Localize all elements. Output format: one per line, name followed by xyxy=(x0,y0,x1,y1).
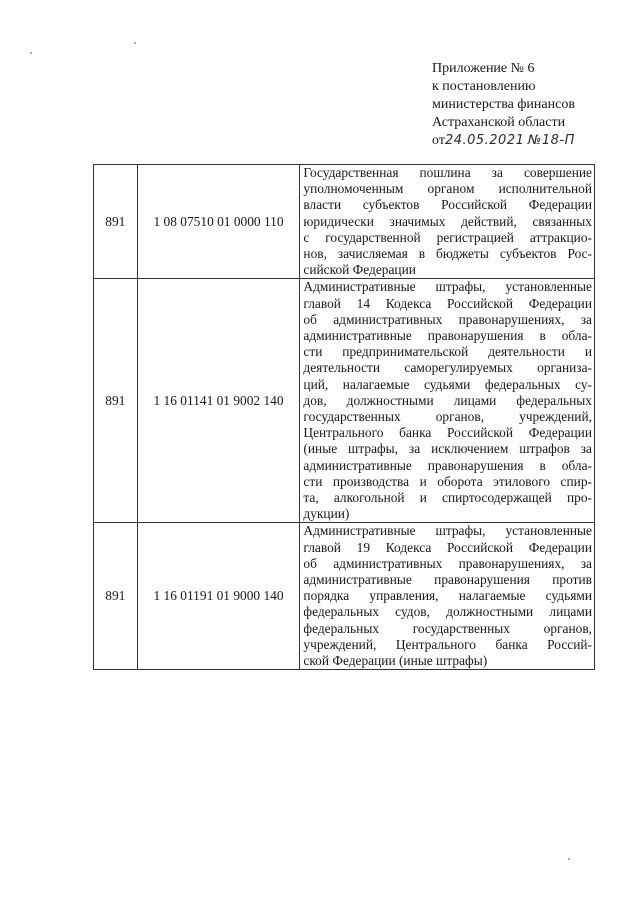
description-line: государственных органов, учреждений, xyxy=(303,409,592,425)
description-line: сти производства и оборота этилового спир- xyxy=(303,473,592,489)
description-line: федеральных судов, должностными лицами xyxy=(303,604,592,620)
appendix-header xyxy=(432,60,622,150)
description-line: юридически значимых действий, связанных xyxy=(303,213,592,229)
scan-speck xyxy=(134,42,136,44)
description-line: учреждений, Центрального банка Россий- xyxy=(303,636,592,652)
description-line: главой 14 Кодекса Российской Федерации xyxy=(303,295,592,311)
description-line: сийской Федерации xyxy=(303,262,416,278)
table-row xyxy=(94,165,595,279)
appendix-date-line xyxy=(432,132,622,150)
description-line: административные правонарушения в обла- xyxy=(303,457,592,473)
date-prefix: от xyxy=(432,133,445,148)
admin-code-cell: 891 xyxy=(94,165,138,279)
table-row xyxy=(94,523,595,670)
description-line: федеральных государственных органов, xyxy=(303,620,592,636)
scan-speck xyxy=(568,858,570,860)
description-line: Административные штрафы, установленные xyxy=(303,279,592,295)
description-line: главой 19 Кодекса Российской Федерации xyxy=(303,539,592,555)
description-line: деятельности саморегулируемых организа- xyxy=(303,360,592,376)
appendix-title: Приложение № 6 xyxy=(432,61,535,76)
description-line: об административных правонарушениях, за xyxy=(303,311,592,327)
number-prefix: № xyxy=(527,133,542,148)
handwritten-number: 18-П xyxy=(541,133,575,148)
description-line: ций, налагаемые судьями федеральных су- xyxy=(303,376,592,392)
description-line: порядка управления, налагаемые судьями xyxy=(303,588,592,604)
description-line: власти субъектов Российской Федерации xyxy=(303,197,592,213)
description-cell xyxy=(300,279,595,523)
kbk-code-cell: 1 16 01141 01 9002 140 xyxy=(137,279,300,523)
description-line: Центрального банка Российской Федерации xyxy=(303,425,592,441)
admin-code-cell: 891 xyxy=(94,523,138,670)
description-line: та, алкогольной и спиртосодержащей про- xyxy=(303,490,592,506)
description-line: с государственной регистрацией аттракцио- xyxy=(303,229,592,245)
kbk-code-cell: 1 16 01191 01 9000 140 xyxy=(137,523,300,670)
description-line: ской Федерации (иные штрафы) xyxy=(303,653,488,669)
scan-speck xyxy=(30,52,32,54)
description-line: сти предпринимательской деятельности и xyxy=(303,344,592,360)
description-line: (иные штрафы, за исключением штрафов за xyxy=(303,441,592,457)
appendix-line: к постановлению xyxy=(432,79,536,94)
description-line: об административных правонарушениях, за xyxy=(303,555,592,571)
description-line: Государственная пошлина за совершение xyxy=(303,165,592,180)
table-row xyxy=(94,279,595,523)
admin-code-cell: 891 xyxy=(94,279,138,523)
appendix-line: Астраханской области xyxy=(432,115,566,130)
description-line: дов, должностными лицами федеральных xyxy=(303,392,592,408)
kbk-code-cell: 1 08 07510 01 0000 110 xyxy=(137,165,300,279)
description-line: уполномоченным органом исполнительной xyxy=(303,181,592,197)
description-cell xyxy=(300,165,595,279)
description-line: Административные штрафы, установленные xyxy=(303,523,592,539)
description-line: нов, зачисляемая в бюджеты субъектов Рос- xyxy=(303,246,592,262)
budget-codes-table xyxy=(93,164,595,670)
description-line: дукции) xyxy=(303,506,350,522)
description-line: административные правонарушения в обла- xyxy=(303,328,592,344)
appendix-line: министерства финансов xyxy=(432,97,575,112)
handwritten-date: 24.05.2021 xyxy=(444,133,525,148)
description-cell xyxy=(300,523,595,670)
description-line: административные правонарушения против xyxy=(303,572,592,588)
